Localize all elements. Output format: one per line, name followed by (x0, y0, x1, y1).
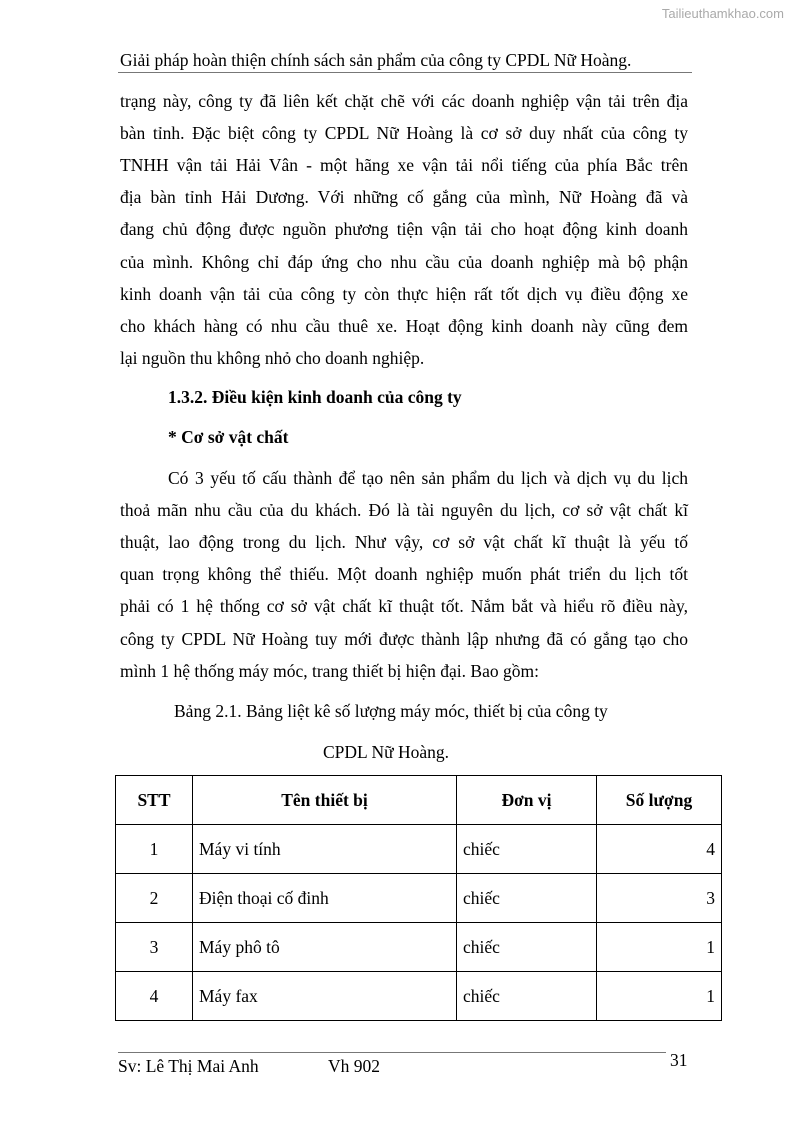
table-cell: 3 (597, 874, 722, 923)
table-cell: Máy fax (193, 972, 457, 1021)
table-cell: 4 (597, 825, 722, 874)
table-cell: chiếc (457, 874, 597, 923)
text-line: thuật, lao động trong du lịch. Như vậy, cơ sở vật chất kĩ thuật là yếu tố (120, 532, 688, 553)
table-row (116, 923, 722, 972)
table-row (116, 972, 722, 1021)
table-cell: 2 (116, 874, 193, 923)
text-line: thoả mãn nhu cầu của du khách. Đó là tài nguyên du lịch, cơ sở vật chất kĩ (120, 500, 688, 521)
section-heading: 1.3.2. Điều kiện kinh doanh của công ty (168, 387, 462, 407)
table-header-row (116, 776, 722, 825)
table-cell: 1 (116, 825, 193, 874)
text-line: kinh doanh vận tải của công ty còn thực hiện rất tốt dịch vụ điều động xe (120, 283, 688, 304)
subheading: * Cơ sở vật chất (168, 427, 289, 447)
table-caption-line-1: Bảng 2.1. Bảng liệt kê số lượng máy móc, thiết bị của công ty (174, 701, 608, 721)
text-line: địa bàn tỉnh Hải Dương. Với những cố gắng của mình, Nữ Hoàng đã và (120, 187, 688, 208)
text-line: của mình. Không chỉ đáp ứng cho nhu cầu của doanh nghiệp mà bộ phận (120, 251, 688, 272)
page-number: 31 (670, 1050, 688, 1070)
table-cell: chiếc (457, 972, 597, 1021)
table-cell: 3 (116, 923, 193, 972)
text-line: phải có 1 hệ thống cơ sở vật chất kĩ thuật tốt. Nắm bắt và hiểu rõ điều này, (120, 596, 688, 617)
text-line: bàn tỉnh. Đặc biệt công ty CPDL Nữ Hoàng là cơ sở duy nhất của công ty (120, 123, 688, 144)
table-row (116, 874, 722, 923)
footer-rule (118, 1052, 666, 1053)
table-cell: Điện thoại cố đinh (193, 874, 457, 923)
header-stt: STT (116, 776, 193, 825)
header-unit: Đơn vị (457, 776, 597, 825)
running-header: Giải pháp hoàn thiện chính sách sản phẩm của công ty CPDL Nữ Hoàng. (120, 50, 632, 70)
equipment-table (115, 775, 722, 1021)
text-line: công ty CPDL Nữ Hoàng tuy mới được thành lập nhưng đã có gắng tạo cho (120, 628, 688, 649)
text-line: đang chủ động được nguồn phương tiện vận tải cho hoạt động kinh doanh (120, 219, 688, 240)
header-device: Tên thiết bị (193, 776, 457, 825)
footer-class: Vh 902 (328, 1056, 381, 1076)
text-line: Có 3 yếu tố cấu thành để tạo nên sản phẩm du lịch và dịch vụ du lịch (168, 468, 688, 488)
text-line: quan trọng không thể thiếu. Một doanh nghiệp muốn phát triển du lịch tốt (120, 564, 688, 585)
watermark: Tailieuthamkhao.com (661, 6, 784, 21)
header-rule (118, 72, 692, 73)
table-cell: chiếc (457, 923, 597, 972)
table-cell: Máy phô tô (193, 923, 457, 972)
text-line: TNHH vận tải Hải Vân - một hãng xe vận tải nổi tiếng của phía Bắc trên (120, 155, 688, 176)
table-caption-line-2: CPDL Nữ Hoàng. (323, 742, 449, 762)
text-line: mình 1 hệ thống máy móc, trang thiết bị hiện đại. Bao gồm: (120, 660, 539, 681)
text-line: cho khách hàng có nhu cầu thuê xe. Hoạt động kinh doanh này cũng đem (120, 315, 688, 336)
table-cell: chiếc (457, 825, 597, 874)
table-cell: 1 (597, 972, 722, 1021)
table-cell: 1 (597, 923, 722, 972)
table-cell: 4 (116, 972, 193, 1021)
footer-student: Sv: Lê Thị Mai Anh (118, 1056, 259, 1076)
table-row (116, 825, 722, 874)
header-quantity: Số lượng (597, 776, 722, 825)
table-cell: Máy vi tính (193, 825, 457, 874)
text-line: lại nguồn thu không nhỏ cho doanh nghiệp. (120, 347, 425, 368)
text-line: trạng này, công ty đã liên kết chặt chẽ với các doanh nghiệp vận tải trên địa (120, 91, 688, 111)
